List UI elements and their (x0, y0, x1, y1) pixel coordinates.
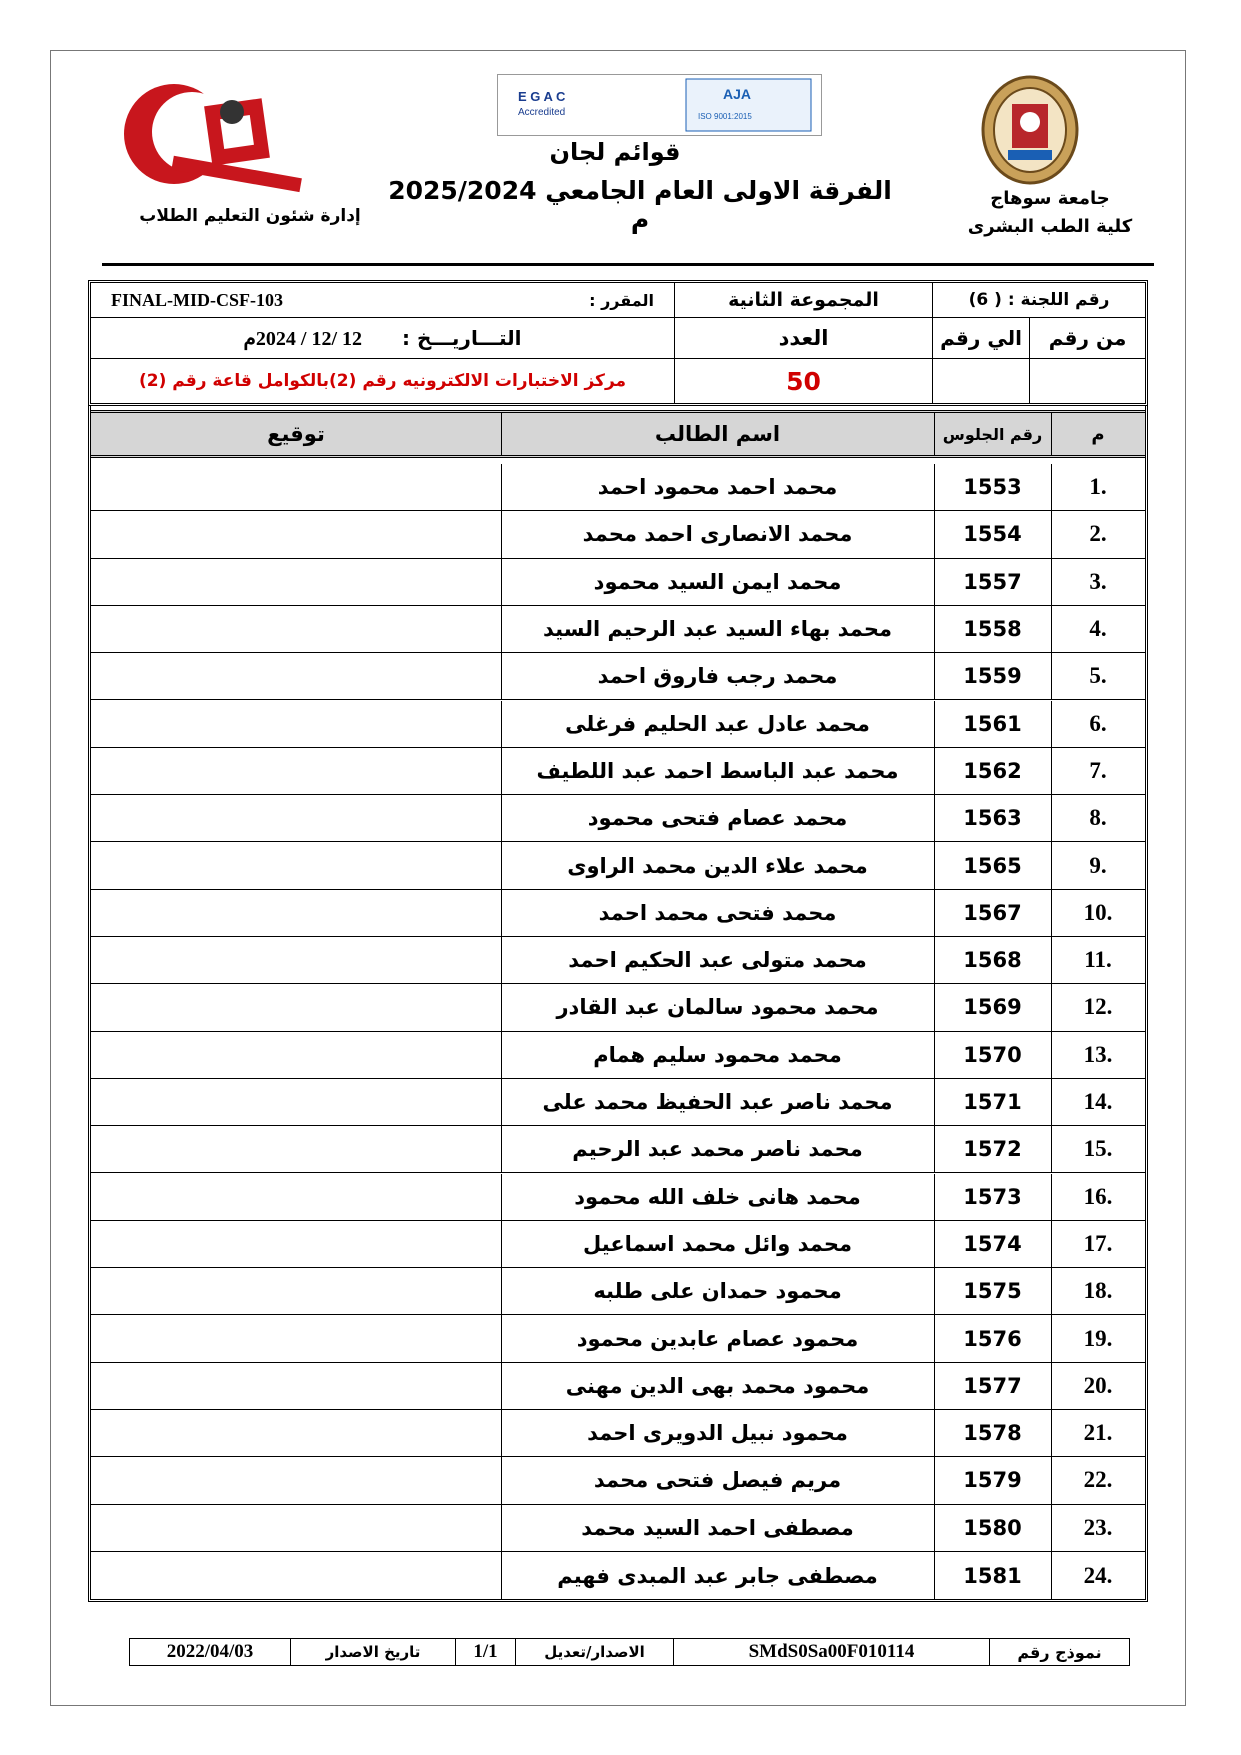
row-index: 2. (1089, 521, 1107, 547)
row-index: 7. (1089, 757, 1107, 783)
table-row (91, 1268, 1145, 1315)
column-divider (934, 890, 935, 936)
column-divider (1051, 1268, 1052, 1314)
column-divider (934, 842, 935, 888)
to-number-value (933, 359, 1030, 403)
column-divider (501, 1221, 502, 1267)
issue-date-label: تاريخ الاصدار (290, 1639, 455, 1665)
column-divider (934, 1126, 935, 1172)
column-divider (934, 795, 935, 841)
seat-number: 1581 (963, 1563, 1022, 1588)
table-row (91, 795, 1145, 842)
table-row (91, 606, 1145, 653)
student-name: محمد محمود سالمان عبد القادر (556, 995, 879, 1020)
edition-label: الاصدار/تعديل (515, 1639, 673, 1665)
header-signature: توقيع (267, 422, 325, 446)
signature-cell (91, 842, 501, 888)
seat-number: 1561 (963, 711, 1022, 736)
course-label: المقرر : (589, 290, 654, 310)
signature-cell (91, 890, 501, 936)
column-divider (1051, 1410, 1052, 1456)
svg-text:ISO 9001:2015: ISO 9001:2015 (698, 112, 752, 121)
student-name: محمد فتحى محمد احمد (598, 900, 837, 925)
signature-cell (91, 559, 501, 605)
course-cell (91, 283, 675, 318)
column-divider (1051, 1505, 1052, 1551)
signature-cell (91, 748, 501, 794)
document-title: قوائم لجان (549, 138, 681, 166)
column-divider (934, 1221, 935, 1267)
column-divider (1051, 559, 1052, 605)
column-divider (934, 1410, 935, 1456)
table-row (91, 842, 1145, 889)
signature-cell (91, 1268, 501, 1314)
student-name: مريم فيصل فتحى محمد (593, 1468, 842, 1493)
signature-cell (91, 1315, 501, 1361)
column-divider (501, 1315, 502, 1361)
student-name: محمد هانى خلف الله محمود (574, 1184, 861, 1209)
table-row (91, 1079, 1145, 1126)
from-number-label: من رقم (1030, 318, 1145, 359)
column-divider (501, 653, 502, 699)
row-index: 14. (1083, 1089, 1113, 1115)
date-value: 12 /12 / 2024م (243, 327, 363, 350)
student-name: محمد عادل عبد الحليم فرغلى (565, 711, 870, 736)
row-index: 8. (1089, 805, 1107, 831)
row-index: 17. (1083, 1230, 1113, 1256)
row-index: 19. (1083, 1325, 1113, 1351)
column-divider (1051, 1315, 1052, 1361)
student-name: محمود محمد بهى الدين مهنى (565, 1373, 870, 1398)
column-divider (501, 464, 502, 510)
student-list-table (88, 406, 1148, 1602)
student-name: محمد عبد الباسط احمد عبد اللطيف (536, 758, 899, 783)
column-divider (501, 1079, 502, 1125)
document-subtitle: الفرقة الاولى العام الجامعي 2025/2024 م (388, 176, 892, 234)
column-divider (934, 937, 935, 983)
table-row (91, 1363, 1145, 1410)
header-index: م (1091, 423, 1105, 445)
table-row (91, 1174, 1145, 1221)
seat-number: 1557 (963, 569, 1022, 594)
column-divider (1051, 1221, 1052, 1267)
column-divider (934, 1363, 935, 1409)
row-index: 10. (1083, 899, 1113, 925)
column-divider (501, 701, 502, 747)
column-divider (934, 1315, 935, 1361)
department-name: إدارة شئون التعليم الطلاب (139, 206, 361, 226)
column-divider (934, 464, 935, 510)
student-name: محمد متولى عبد الحكيم احمد (568, 948, 867, 973)
table-row (91, 748, 1145, 795)
signature-cell (91, 1410, 501, 1456)
student-name: مصطفى احمد السيد محمد (581, 1515, 854, 1540)
seat-number: 1576 (963, 1326, 1022, 1351)
issue-date-value: 2022/04/03 (166, 1641, 254, 1662)
seat-number: 1559 (963, 664, 1022, 689)
student-name: محمد محمود سليم همام (593, 1042, 842, 1067)
table-row (91, 1221, 1145, 1268)
seat-number: 1577 (963, 1373, 1022, 1398)
column-divider (1051, 653, 1052, 699)
count-label: العدد (675, 318, 933, 359)
column-divider (1051, 511, 1052, 557)
column-divider (1051, 464, 1052, 510)
exam-location: مركز الاختبارات الالكترونيه رقم (2)بالكوامل قاعة رقم (2) (91, 359, 675, 403)
row-index: 9. (1089, 852, 1107, 878)
signature-cell (91, 1221, 501, 1267)
committee-number: رقم اللجنة : ( 6) (933, 283, 1145, 318)
student-name: محمود عصام عابدين محمود (576, 1326, 859, 1351)
seat-number: 1554 (963, 522, 1022, 547)
signature-cell (91, 511, 501, 557)
form-number-value: SMdS0Sa00F010114 (673, 1639, 989, 1665)
svg-text:E G A C: E G A C (518, 89, 566, 104)
signature-cell (91, 1363, 501, 1409)
column-divider (501, 1410, 502, 1456)
signature-cell (91, 701, 501, 747)
row-index: 5. (1089, 663, 1107, 689)
column-divider (501, 1363, 502, 1409)
column-divider (1051, 413, 1052, 455)
column-divider (1051, 795, 1052, 841)
student-name: محمد الانصارى احمد محمد (582, 522, 853, 547)
column-divider (501, 413, 502, 455)
column-divider (934, 1505, 935, 1551)
student-name: محمد ايمن السيد محمود (593, 569, 842, 594)
column-divider (501, 1032, 502, 1078)
column-divider (1051, 1174, 1052, 1220)
student-name: محمد وائل محمد اسماعيل (583, 1231, 852, 1256)
column-divider (501, 984, 502, 1030)
column-divider (501, 1505, 502, 1551)
student-name: مصطفى جابر عبد المبدى فهيم (557, 1563, 878, 1588)
column-divider (934, 701, 935, 747)
column-divider (501, 937, 502, 983)
column-divider (934, 413, 935, 455)
student-count: 50 (675, 359, 933, 403)
to-number-label: الي رقم (933, 318, 1030, 359)
row-index: 18. (1083, 1278, 1113, 1304)
row-index: 22. (1083, 1467, 1113, 1493)
signature-cell (91, 653, 501, 699)
table-row (91, 653, 1145, 700)
column-divider (501, 1552, 502, 1599)
seat-number: 1573 (963, 1184, 1022, 1209)
university-name: جامعة سوهاج (990, 188, 1110, 209)
signature-cell (91, 1552, 501, 1599)
certification-logos (497, 74, 822, 136)
column-divider (501, 795, 502, 841)
column-divider (934, 1457, 935, 1503)
row-index: 6. (1089, 710, 1107, 736)
edition-value: 1/1 (455, 1639, 515, 1665)
column-divider (501, 1268, 502, 1314)
column-divider (934, 1032, 935, 1078)
column-divider (501, 511, 502, 557)
table-row (91, 937, 1145, 984)
table-row (91, 1457, 1145, 1504)
column-divider (1051, 937, 1052, 983)
student-name: محمود نبيل الدويرى احمد (587, 1421, 848, 1446)
column-divider (1051, 1032, 1052, 1078)
column-divider (934, 1268, 935, 1314)
committee-info-box (88, 280, 1148, 406)
student-name: محمد عصام فتحى محمود (587, 806, 848, 831)
table-row (91, 464, 1145, 511)
column-divider (1051, 890, 1052, 936)
student-name: محمد رجب فاروق احمد (597, 664, 838, 689)
student-name: محمد احمد محمود احمد (597, 475, 838, 500)
signature-cell (91, 464, 501, 510)
column-divider (501, 606, 502, 652)
column-divider (934, 748, 935, 794)
column-divider (501, 1457, 502, 1503)
row-index: 12. (1083, 994, 1113, 1020)
row-index: 23. (1083, 1514, 1113, 1540)
column-divider (501, 890, 502, 936)
row-index: 3. (1089, 568, 1107, 594)
column-divider (501, 1174, 502, 1220)
signature-cell (91, 795, 501, 841)
seat-number: 1579 (963, 1468, 1022, 1493)
row-index: 20. (1083, 1372, 1113, 1398)
signature-cell (91, 606, 501, 652)
faculty-logo-icon (112, 72, 312, 194)
header-student-name: اسم الطالب (654, 422, 781, 446)
student-name: محمد ناصر عبد الحفيظ محمد على (542, 1090, 893, 1115)
column-divider (934, 559, 935, 605)
row-index: 4. (1089, 616, 1107, 642)
signature-cell (91, 984, 501, 1030)
column-divider (501, 559, 502, 605)
signature-cell (91, 1079, 501, 1125)
table-row (91, 701, 1145, 748)
column-divider (1051, 984, 1052, 1030)
seat-number: 1580 (963, 1515, 1022, 1540)
row-index: 11. (1084, 947, 1112, 973)
column-divider (1051, 1457, 1052, 1503)
student-name: محمود حمدان على طلبه (593, 1279, 842, 1304)
row-index: 24. (1083, 1562, 1113, 1588)
table-row (91, 1552, 1145, 1599)
date-cell (91, 318, 675, 359)
seat-number: 1575 (963, 1279, 1022, 1304)
table-row (91, 559, 1145, 606)
table-row (91, 1126, 1145, 1173)
column-divider (1051, 701, 1052, 747)
form-footer (129, 1638, 1130, 1666)
row-index: 16. (1083, 1183, 1113, 1209)
seat-number: 1568 (963, 948, 1022, 973)
header-seat-number: رقم الجلوس (942, 424, 1043, 444)
svg-text:Accredited: Accredited (518, 107, 566, 118)
column-divider (934, 984, 935, 1030)
row-index: 21. (1083, 1420, 1113, 1446)
row-index: 15. (1083, 1136, 1113, 1162)
table-row (91, 1315, 1145, 1362)
student-name: محمد ناصر محمد عبد الرحيم (572, 1137, 863, 1162)
column-divider (1051, 606, 1052, 652)
seat-number: 1562 (963, 758, 1022, 783)
row-index: 13. (1083, 1041, 1113, 1067)
svg-text:AJA: AJA (723, 86, 752, 102)
signature-cell (91, 1457, 501, 1503)
column-divider (934, 1174, 935, 1220)
group-name: المجموعة الثانية (675, 283, 933, 318)
table-header (91, 410, 1145, 458)
signature-cell (91, 937, 501, 983)
date-label: التـــاريـــخ : (402, 326, 522, 350)
signature-cell (91, 1174, 501, 1220)
column-divider (501, 1126, 502, 1172)
seat-number: 1565 (963, 853, 1022, 878)
column-divider (1051, 1079, 1052, 1125)
faculty-name: كلية الطب البشرى (967, 216, 1133, 237)
table-row (91, 1032, 1145, 1079)
header-divider (102, 263, 1154, 266)
column-divider (934, 606, 935, 652)
form-number-label: نموذج رقم (989, 1639, 1129, 1665)
student-name: محمد علاء الدين محمد الراوى (567, 853, 868, 878)
seat-number: 1558 (963, 617, 1022, 642)
signature-cell (91, 1032, 501, 1078)
seat-number: 1563 (963, 806, 1022, 831)
university-seal-icon (980, 74, 1080, 186)
column-divider (934, 1552, 935, 1599)
seat-number: 1574 (963, 1231, 1022, 1256)
column-divider (501, 842, 502, 888)
column-divider (1051, 842, 1052, 888)
column-divider (501, 748, 502, 794)
table-row (91, 1505, 1145, 1552)
table-row (91, 1410, 1145, 1457)
seat-number: 1572 (963, 1137, 1022, 1162)
course-code: FINAL-MID-CSF-103 (111, 289, 283, 310)
seat-number: 1569 (963, 995, 1022, 1020)
signature-cell (91, 1126, 501, 1172)
seat-number: 1578 (963, 1421, 1022, 1446)
column-divider (1051, 1552, 1052, 1599)
from-number-value (1030, 359, 1145, 403)
signature-cell (91, 1505, 501, 1551)
student-name: محمد بهاء السيد عبد الرحيم السيد (543, 617, 892, 642)
column-divider (1051, 748, 1052, 794)
column-divider (1051, 1126, 1052, 1172)
seat-number: 1570 (963, 1042, 1022, 1067)
table-row (91, 511, 1145, 558)
column-divider (934, 511, 935, 557)
row-index: 1. (1089, 474, 1107, 500)
column-divider (1051, 1363, 1052, 1409)
column-divider (934, 1079, 935, 1125)
seat-number: 1567 (963, 900, 1022, 925)
table-row (91, 890, 1145, 937)
seat-number: 1571 (963, 1090, 1022, 1115)
column-divider (934, 653, 935, 699)
seat-number: 1553 (963, 475, 1022, 500)
table-row (91, 984, 1145, 1031)
